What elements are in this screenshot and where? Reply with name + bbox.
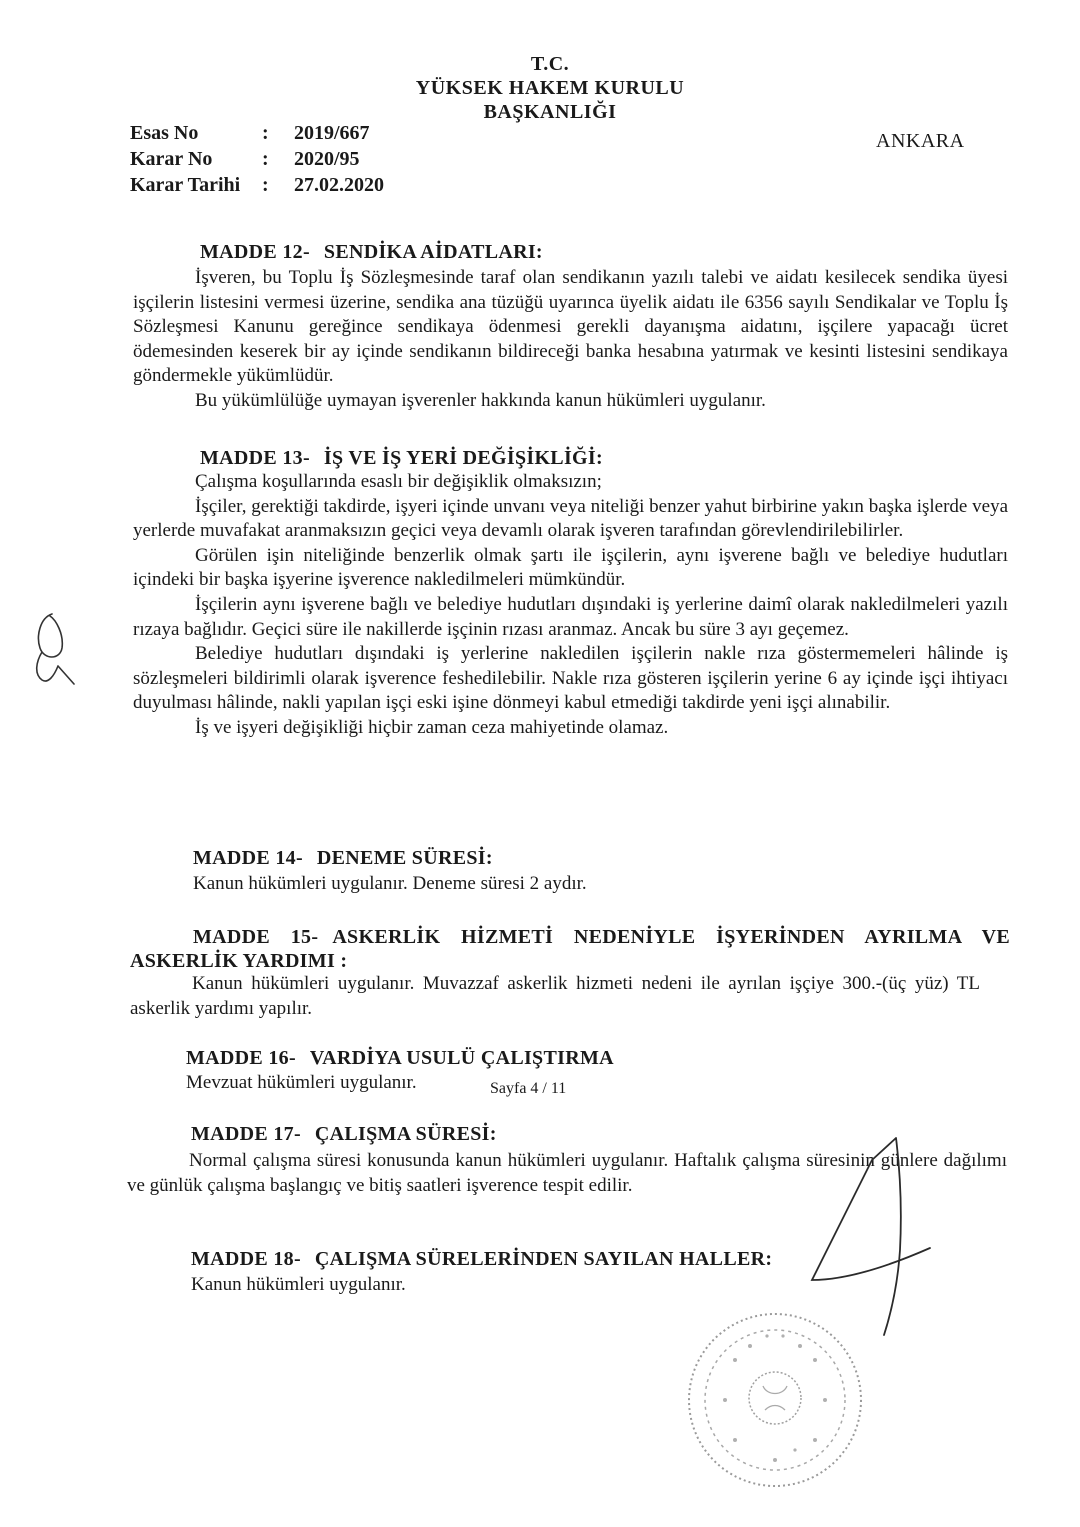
article-heading: İŞ VE İŞ YERİ DEĞİŞİKLİĞİ: bbox=[323, 447, 603, 469]
paragraph-text: Bu yükümlülüğe uymayan işverenler hakkında kanun hükümleri uygulanır. bbox=[195, 389, 766, 411]
paragraph bbox=[130, 972, 980, 1021]
paragraph bbox=[133, 642, 1008, 716]
article-number: MADDE 18- bbox=[191, 1248, 301, 1270]
header-presidency: BAŞKANLIĞI bbox=[483, 101, 617, 123]
article-15-title bbox=[130, 925, 1010, 973]
article-12-title bbox=[200, 240, 543, 264]
paragraph-text: Kanun hükümleri uygulanır. Deneme süresi 2 aydır. bbox=[193, 873, 587, 894]
article-15-body bbox=[130, 972, 980, 1021]
page-number: Sayfa 4 / 11 bbox=[490, 1080, 567, 1097]
paragraph-text: Kanun hükümleri uygulanır. bbox=[191, 1274, 406, 1295]
tarih-label: Karar Tarihi bbox=[130, 174, 241, 196]
article-number: MADDE 13- bbox=[200, 447, 310, 469]
city: ANKARA bbox=[876, 130, 965, 152]
karar-value: 2020/95 bbox=[294, 148, 360, 170]
esas-value: 2019/667 bbox=[294, 122, 370, 144]
colon: : bbox=[262, 174, 269, 196]
paragraph bbox=[133, 389, 1008, 414]
article-number: MADDE 12- bbox=[200, 241, 310, 263]
colon: : bbox=[262, 148, 269, 170]
paragraph bbox=[186, 1071, 1001, 1096]
header-tc: T.C. bbox=[530, 53, 570, 75]
paragraph bbox=[133, 544, 1008, 593]
paragraph-text: Mevzuat hükümleri uygulanır. bbox=[186, 1072, 417, 1093]
colon: : bbox=[262, 122, 269, 144]
article-heading: VARDİYA USULÜ ÇALIŞTIRMA bbox=[309, 1047, 614, 1069]
esas-row bbox=[130, 120, 384, 146]
article-17-title bbox=[191, 1122, 497, 1146]
paragraph-text: Belediye hudutları dışındaki iş yerlerine nakledilen işçilerin nakle rıza göstermemeleri hâlinde iş sözleşmeleri bildirimli olarak işverence feshedilebilir. Nakle rıza gösteren işçilerin yerine 6 ay içinde işçi ihtiyacı duyulması hâlinde, nakli yapılan işçi eski işine dönmeyi kabul etmediği takdirde yeni işçi alınabilir. bbox=[133, 643, 1008, 714]
article-16-body bbox=[186, 1071, 1001, 1096]
paragraph bbox=[193, 872, 1008, 897]
article-heading: ÇALIŞMA SÜRESİ: bbox=[314, 1123, 497, 1145]
article-14-body bbox=[193, 872, 1008, 897]
article-16-title bbox=[186, 1046, 614, 1070]
header-institution: YÜKSEK HAKEM KURULU bbox=[415, 77, 685, 99]
paragraph-text: İş ve işyeri değişikliği hiçbir zaman ceza mahiyetinde olamaz. bbox=[195, 716, 669, 738]
case-meta bbox=[130, 120, 384, 198]
paragraph bbox=[133, 593, 1008, 642]
article-number: MADDE 14- bbox=[193, 847, 303, 869]
article-13-title bbox=[200, 446, 603, 470]
esas-label: Esas No bbox=[130, 122, 199, 144]
article-heading: ASKERLİK HİZMETİ NEDENİYLE İŞYERİNDEN AYRILMA VE ASKERLİK YARDIMI : bbox=[130, 926, 1010, 972]
article-14-title bbox=[193, 846, 493, 870]
paragraph-text: Normal çalışma süresi konusunda kanun hükümleri uygulanır. Haftalık çalışma süresinin günlere dağılımı ve günlük çalışma başlangıç ve bitiş saatleri işverence tespit edilir. bbox=[127, 1150, 1007, 1196]
tarih-value: 27.02.2020 bbox=[294, 174, 384, 196]
official-seal-icon bbox=[675, 1300, 875, 1500]
paragraph-text: İşveren, bu Toplu İş Sözleşmesinde taraf olan sendikanın yazılı talebi ve aidatı kesilecek sendika üyesi işçilerin listesini vermesi üzerine, sendika ana tüzüğü uyarınca üyelik aidatı ile 6356 sayılı Sendikalar ve Toplu İş Sözleşmesi Kanunu gereğince sendikaya ödenmesi gerekli dayanışma aidatını, işçilere yapacağı ücret ödemesinden keserek bir ay içinde sendikanın bildireceği banka hesabına yatırmak ve kesinti listesini sendikaya göndermekle yükümlüdür. bbox=[133, 267, 1008, 387]
paragraph bbox=[133, 470, 1008, 495]
article-12-body bbox=[133, 266, 1008, 414]
karar-label: Karar No bbox=[130, 148, 213, 170]
article-13-body bbox=[133, 470, 1008, 741]
institution-header bbox=[400, 52, 700, 124]
paragraph-text: İşçiler, gerektiği takdirde, işyeri içinde unvanı veya niteliği benzer yahut birbirine yakın başka işlerde veya yerlerde muvafakat aranmaksızın geçici veya devamlı olarak işveren tarafından görevlendirilebilirler. bbox=[133, 495, 1008, 542]
article-18-title bbox=[191, 1247, 772, 1271]
article-number: MADDE 17- bbox=[191, 1123, 301, 1145]
article-heading: SENDİKA AİDATLARI: bbox=[323, 241, 543, 263]
article-number: MADDE 15- bbox=[193, 926, 319, 948]
karar-row bbox=[130, 146, 384, 172]
paragraph-text: Kanun hükümleri uygulanır. Muvazzaf askerlik hizmeti nedeni ile ayrılan işçiye 300.-(üç yüz) TL askerlik yardımı yapılır. bbox=[130, 973, 980, 1019]
tarih-row bbox=[130, 172, 384, 198]
article-number: MADDE 16- bbox=[186, 1047, 296, 1069]
article-heading: ÇALIŞMA SÜRELERİNDEN SAYILAN HALLER: bbox=[314, 1248, 773, 1270]
paragraph-text: Görülen işin niteliğinde benzerlik olmak şartı ile işçilerin, aynı işverene bağlı ve belediye hudutları içindeki bir başka işyerine işverence nakledilmeleri mümkündür. bbox=[133, 544, 1008, 591]
margin-signature-icon bbox=[22, 608, 82, 688]
article-heading: DENEME SÜRESİ: bbox=[316, 847, 493, 869]
paragraph bbox=[133, 495, 1008, 544]
paragraph-text: İşçilerin aynı işverene bağlı ve belediye hudutları dışındaki iş yerlerine daimî olarak nakledilmeleri yazılı rızaya bağlıdır. Geçici süre ile nakillerde işçinin rızası aranmaz. Ancak bu süre 3 ayı geçemez. bbox=[133, 593, 1008, 640]
paragraph bbox=[133, 266, 1008, 389]
paragraph bbox=[133, 716, 1008, 741]
paragraph-text: Çalışma koşullarında esaslı bir değişiklik olmaksızın; bbox=[195, 471, 602, 492]
